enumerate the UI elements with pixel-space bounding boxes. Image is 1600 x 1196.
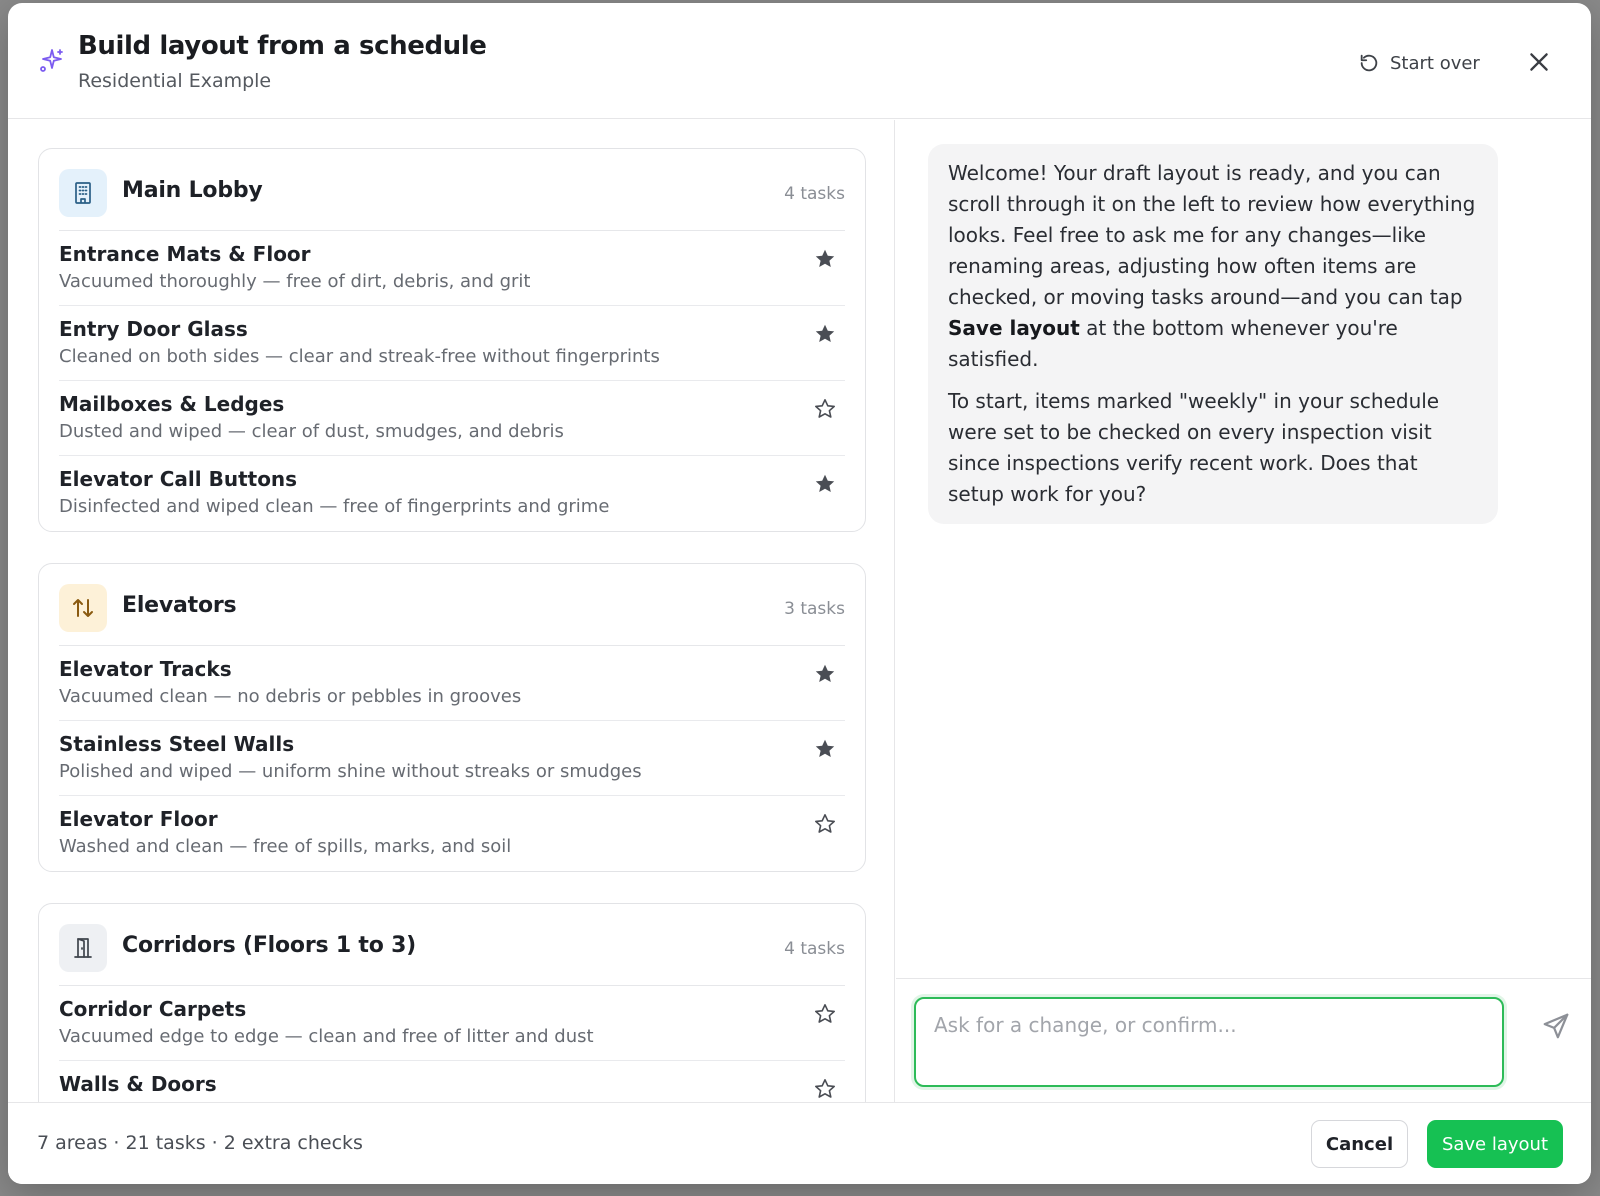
chat-composer bbox=[896, 978, 1591, 1102]
task-description: Washed and clean — free of spills, marks, and soil bbox=[59, 836, 512, 857]
area-title: Elevators bbox=[122, 593, 237, 618]
task-count: 4 tasks bbox=[784, 184, 845, 204]
task-name: Elevator Tracks bbox=[59, 657, 232, 681]
save-layout-button[interactable]: Save layout bbox=[1427, 1120, 1563, 1168]
dialog-subtitle: Residential Example bbox=[78, 70, 272, 92]
message-bold-text: Save layout bbox=[948, 316, 1080, 340]
task-row[interactable] bbox=[59, 231, 845, 306]
star-filled-icon[interactable] bbox=[813, 247, 837, 271]
task-description: Vacuumed thoroughly — free of dirt, debris, and grit bbox=[59, 271, 531, 292]
task-description: Vacuumed clean — no debris or pebbles in grooves bbox=[59, 686, 522, 707]
task-name: Entrance Mats & Floor bbox=[59, 242, 311, 266]
area-header bbox=[59, 564, 845, 646]
message-paragraph: To start, items marked "weekly" in your schedule were set to be checked on every inspection visit since inspections verify recent work. Does that setup work for you? bbox=[948, 389, 1440, 506]
assistant-message bbox=[928, 144, 1498, 524]
star-outline-icon[interactable] bbox=[813, 1002, 837, 1026]
task-name: Corridor Carpets bbox=[59, 997, 247, 1021]
task-name: Stainless Steel Walls bbox=[59, 732, 295, 756]
building-icon bbox=[59, 169, 107, 217]
task-row[interactable] bbox=[59, 646, 845, 721]
task-row[interactable] bbox=[59, 306, 845, 381]
up-down-arrows-icon bbox=[59, 584, 107, 632]
task-row[interactable] bbox=[59, 796, 845, 871]
area-title: Main Lobby bbox=[122, 178, 263, 203]
task-name: Elevator Floor bbox=[59, 807, 218, 831]
star-filled-icon[interactable] bbox=[813, 322, 837, 346]
restart-icon bbox=[1358, 52, 1380, 74]
task-count: 4 tasks bbox=[784, 939, 845, 959]
close-icon[interactable] bbox=[1526, 49, 1552, 75]
area-card-corridors bbox=[38, 903, 866, 1102]
task-description: Vacuumed edge to edge — clean and free of litter and dust bbox=[59, 1026, 594, 1047]
build-layout-dialog bbox=[8, 3, 1591, 1184]
task-row[interactable] bbox=[59, 721, 845, 796]
dialog-header bbox=[8, 3, 1591, 119]
task-description: Dusted and wiped — clear of dust, smudges, and debris bbox=[59, 421, 564, 442]
area-card-main-lobby bbox=[38, 148, 866, 532]
start-over-button[interactable] bbox=[1358, 47, 1480, 79]
task-name: Elevator Call Buttons bbox=[59, 467, 298, 491]
send-icon[interactable] bbox=[1541, 1011, 1571, 1041]
task-row[interactable] bbox=[59, 456, 845, 531]
layout-preview-pane[interactable] bbox=[8, 120, 895, 1102]
task-name: Entry Door Glass bbox=[59, 317, 248, 341]
task-count: 3 tasks bbox=[784, 599, 845, 619]
sparkle-icon bbox=[37, 47, 65, 75]
task-description: Cleaned on both sides — clear and streak-free without fingerprints bbox=[59, 346, 660, 367]
area-card-elevators bbox=[38, 563, 866, 872]
area-title: Corridors (Floors 1 to 3) bbox=[122, 933, 417, 958]
task-row[interactable] bbox=[59, 986, 845, 1061]
star-outline-icon[interactable] bbox=[813, 1077, 837, 1101]
area-header bbox=[59, 149, 845, 231]
message-text: at the bottom whenever you're satisfied. bbox=[948, 316, 1398, 371]
star-filled-icon[interactable] bbox=[813, 737, 837, 761]
area-header bbox=[59, 904, 845, 986]
layout-summary: 7 areas · 21 tasks · 2 extra checks bbox=[37, 1132, 363, 1154]
message-text: Welcome! Your draft layout is ready, and you can scroll through it on the left to review how everything looks. Feel free to ask me for any changes—like renaming areas, adjusting how often items are checked, or moving tasks around—and you can tap bbox=[948, 161, 1476, 309]
star-outline-icon[interactable] bbox=[813, 812, 837, 836]
task-name: Walls & Doors bbox=[59, 1072, 217, 1096]
task-description: Disinfected and wiped clean — free of fingerprints and grime bbox=[59, 496, 610, 517]
dialog-title: Build layout from a schedule bbox=[78, 31, 487, 61]
dialog-footer bbox=[8, 1102, 1591, 1184]
cancel-button[interactable]: Cancel bbox=[1311, 1120, 1408, 1168]
task-row[interactable] bbox=[59, 1061, 845, 1102]
star-filled-icon[interactable] bbox=[813, 472, 837, 496]
message-paragraph bbox=[948, 158, 1478, 375]
chat-input[interactable] bbox=[914, 997, 1504, 1087]
door-icon bbox=[59, 924, 107, 972]
start-over-label: Start over bbox=[1390, 52, 1480, 74]
task-row[interactable] bbox=[59, 381, 845, 456]
star-outline-icon[interactable] bbox=[813, 397, 837, 421]
task-description: Polished and wiped — uniform shine without streaks or smudges bbox=[59, 761, 642, 782]
task-name: Mailboxes & Ledges bbox=[59, 392, 285, 416]
star-filled-icon[interactable] bbox=[813, 662, 837, 686]
